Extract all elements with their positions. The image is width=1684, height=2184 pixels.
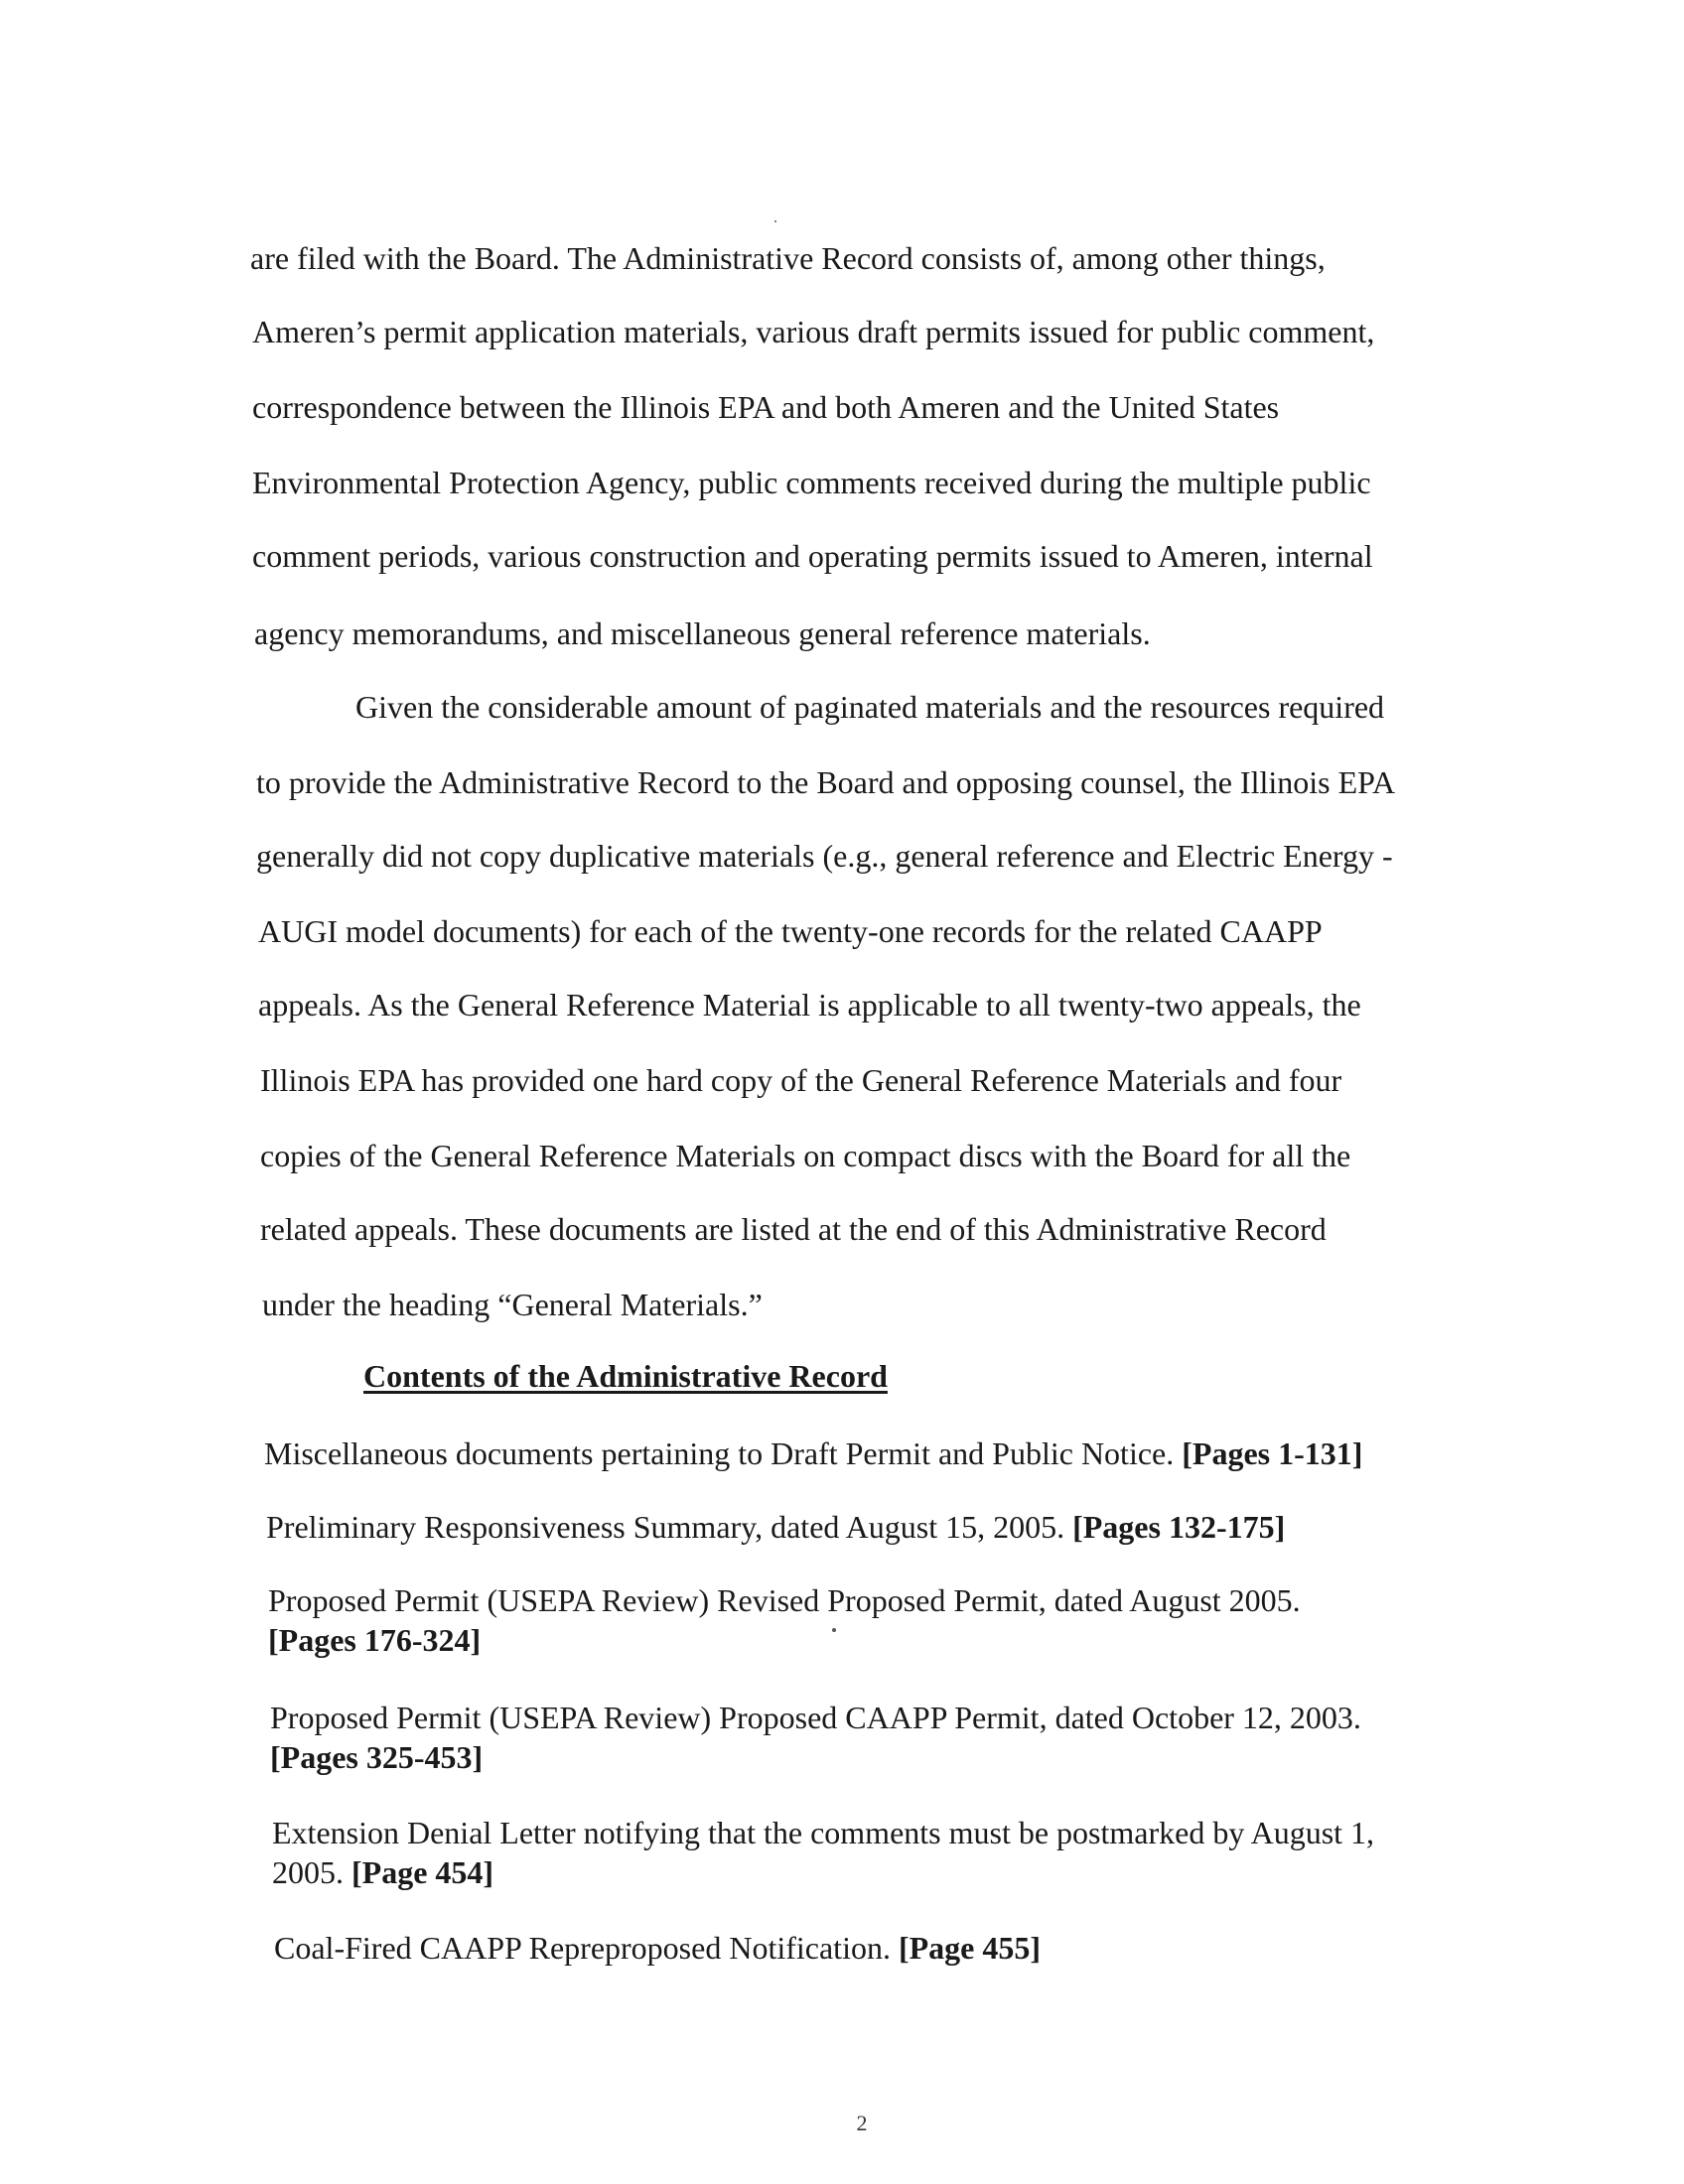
paragraph-line: are filed with the Board. The Administrative Record consists of, among other things, (250, 240, 1326, 276)
contents-heading: Contents of the Administrative Record (363, 1358, 888, 1394)
page-reference: [Pages 325-453] (270, 1739, 484, 1775)
page-reference: [Page 455] (898, 1930, 1042, 1966)
entry-description: Proposed Permit (USEPA Review) Proposed CAAPP Permit, dated October 12, 2003. (270, 1700, 1361, 1735)
entry-description: Proposed Permit (USEPA Review) Revised Proposed Permit, dated August 2005. (268, 1582, 1301, 1618)
paragraph-line: agency memorandums, and miscellaneous general reference materials. (254, 615, 1151, 651)
scan-speck (774, 220, 776, 222)
contents-entry (274, 1928, 1041, 1968)
entry-description: Miscellaneous documents pertaining to Draft Permit and Public Notice. (264, 1435, 1183, 1471)
paragraph-line: Ameren’s permit application materials, various draft permits issued for public comment, (252, 314, 1375, 349)
page-number: 2 (856, 2111, 868, 2135)
paragraph-line: copies of the General Reference Materials on compact discs with the Board for all the (260, 1138, 1351, 1173)
entry-description: Preliminary Responsiveness Summary, dated August 15, 2005. (266, 1509, 1073, 1545)
contents-entry (268, 1580, 1301, 1660)
page-reference: [Pages 132-175] (1072, 1509, 1286, 1545)
paragraph-line: Given the considerable amount of paginated materials and the resources required (355, 689, 1385, 725)
page-reference: [Page 454] (351, 1854, 494, 1890)
contents-entry (272, 1813, 1374, 1892)
paragraph-line: appeals. As the General Reference Material is applicable to all twenty-two appeals, the (258, 987, 1361, 1023)
paragraph-line: AUGI model documents) for each of the twenty-one records for the related CAAPP (258, 913, 1323, 949)
paragraph-line: to provide the Administrative Record to the Board and opposing counsel, the Illinois EPA (256, 764, 1396, 800)
entry-description: Extension Denial Letter notifying that the comments must be postmarked by August 1, (272, 1815, 1375, 1850)
contents-entry (266, 1507, 1285, 1547)
page-reference: [Pages 1-131] (1182, 1435, 1363, 1471)
scan-speck (832, 1628, 836, 1632)
paragraph-line: Illinois EPA has provided one hard copy of the General Reference Materials and four (260, 1062, 1342, 1098)
paragraph-line: under the heading “General Materials.” (262, 1287, 763, 1322)
paragraph-line: correspondence between the Illinois EPA and both Ameren and the United States (252, 389, 1280, 425)
paragraph-line: generally did not copy duplicative materials (e.g., general reference and Electric Energy - (256, 838, 1393, 874)
entry-description: Coal-Fired CAAPP Repreproposed Notification. (274, 1930, 899, 1966)
paragraph-line: related appeals. These documents are listed at the end of this Administrative Record (260, 1211, 1327, 1247)
paragraph-line: comment periods, various construction and operating permits issued to Ameren, internal (252, 538, 1373, 574)
contents-entry (270, 1698, 1361, 1777)
page-reference: [Pages 176-324] (268, 1622, 482, 1658)
paragraph-line: Environmental Protection Agency, public comments received during the multiple public (252, 465, 1371, 500)
entry-description-continued: 2005. (272, 1854, 351, 1890)
contents-entry (264, 1433, 1362, 1473)
